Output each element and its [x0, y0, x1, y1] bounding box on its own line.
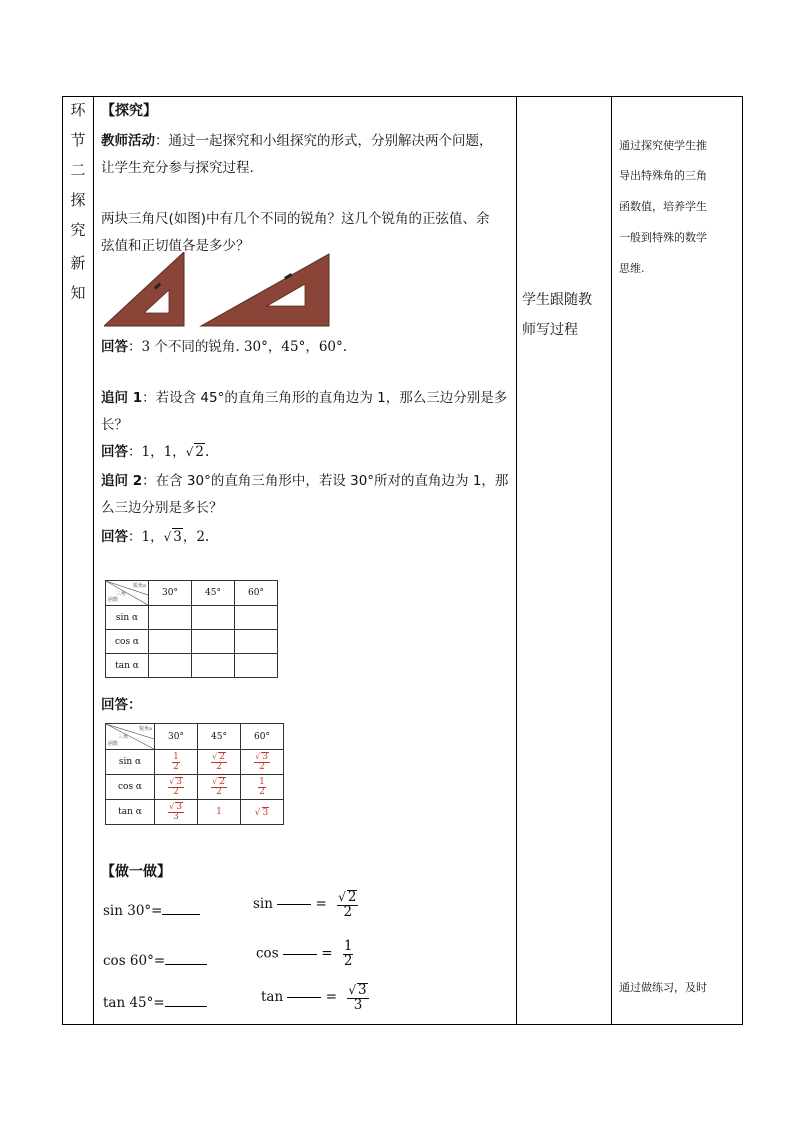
answer-label: 回答 [101, 339, 128, 355]
answer-1 [101, 335, 347, 355]
table-corner [106, 724, 155, 750]
student-column [518, 97, 610, 1024]
answer-text-suffix: ，2. [182, 529, 210, 545]
corner-label: 三角 [116, 591, 127, 597]
practice-cos-inverse: cos = $\frac{1}{2}$ [256, 938, 353, 969]
row-header: tan α [106, 654, 149, 678]
row-header: tan α [106, 800, 155, 825]
row-header: cos α [106, 630, 149, 654]
stage-char: 知 [70, 284, 86, 302]
value-cell: 1 [198, 800, 241, 825]
answer-3 [101, 525, 209, 545]
answer-blank[interactable] [287, 997, 321, 998]
explore-heading: 【探究】 [101, 103, 157, 119]
answer-text: ：1， [128, 529, 164, 545]
teacher-label: 教师活动 [101, 133, 155, 149]
answer-2: 回答：1，1，√ 2. [101, 444, 210, 460]
empty-trig-table [105, 580, 278, 678]
sqrt-radicand: 2 [195, 444, 204, 460]
followup-text: ：若设含 45°的直角三角形的直角边为 1，那么三边分别是多 [142, 390, 508, 406]
col-header: 45° [198, 724, 241, 750]
corner-label: 三角 [118, 734, 129, 740]
intent-practice-text: 通过做练习，及时 [619, 981, 707, 994]
cos-row [106, 775, 284, 800]
stage-label [63, 97, 93, 1024]
followup-2 [101, 469, 508, 489]
answer-4: 回答： [101, 697, 142, 713]
practice-tan45: tan 45°= [103, 995, 207, 1011]
value-cell: $\frac{√ 3}{2}$ [241, 750, 284, 775]
corner-label: 锐角a [133, 583, 146, 589]
practice-sin30: sin 30°= [103, 903, 200, 919]
answer-trig-table [105, 723, 284, 825]
answer-text: ：3 个不同的锐角. 30°，45°，60°. [128, 339, 348, 355]
intent-text: 一般到特殊的数学 [619, 231, 707, 244]
answer-blank[interactable] [277, 904, 311, 905]
value-cell: $\frac{1}{2}$ [241, 775, 284, 800]
teacher-activity [101, 129, 493, 149]
set-square-30 [201, 254, 329, 326]
lesson-table [62, 96, 743, 1025]
value-cell: $\frac{√ 2}{2}$ [198, 775, 241, 800]
sqrt-symbol: √ [163, 530, 172, 544]
table-corner [106, 581, 149, 606]
answer-label: 回答 [101, 697, 128, 713]
col-header: 30° [155, 724, 198, 750]
followup-text-2: 长？ [101, 417, 128, 433]
value-cell: $\frac{1}{2}$ [155, 750, 198, 775]
answer-blank[interactable] [165, 964, 207, 965]
intent-text: 函数值，培养学生 [619, 200, 707, 213]
set-square-45 [104, 252, 184, 326]
col-header: 60° [241, 724, 284, 750]
fraction: $\frac{√ 3}{3}$ [348, 982, 367, 1013]
sqrt-radicand: 3 [173, 529, 182, 545]
corner-label: 函数 [108, 597, 119, 603]
stage-char: 环 [70, 101, 86, 119]
content-column [101, 97, 511, 1024]
sin-row [106, 750, 284, 775]
practice-tan-inverse: tan = $\frac{√ 3}{3}$ [261, 982, 367, 1013]
teacher-text: ：通过一起探究和小组探究的形式，分别解决两个问题， [155, 133, 493, 149]
question-text-2: 弦值和正切值各是多少？ [101, 238, 250, 254]
corner-label: 锐角a [139, 726, 152, 732]
teacher-text-2: 让学生充分参与探究过程. [101, 160, 254, 176]
intent-column [615, 97, 737, 1024]
answer-blank[interactable] [283, 954, 317, 955]
col-header: 45° [192, 581, 235, 606]
stage-char: 节 [70, 131, 86, 149]
col-header: 60° [235, 581, 278, 606]
intent-text: 导出特殊角的三角 [619, 169, 707, 182]
row-header: cos α [106, 775, 155, 800]
stage-char: 二 [70, 161, 86, 179]
followup-1 [101, 386, 507, 406]
question-text: 两块三角尺(如图)中有几个不同的锐角？这几个锐角的正弦值、余 [101, 211, 490, 227]
followup-text-2: 么三边分别是多长？ [101, 500, 223, 516]
value-cell: $\frac{√ 2}{2}$ [198, 750, 241, 775]
value-cell: √ 3 [241, 800, 284, 825]
answer-blank[interactable] [162, 914, 200, 915]
set-squares-figure [104, 252, 514, 327]
student-text-2: 师写过程 [522, 322, 578, 338]
fraction: $\frac{√ 2}{2}$ [338, 889, 357, 920]
answer-blank[interactable] [165, 1006, 207, 1007]
col-header: 30° [149, 581, 192, 606]
row-header: sin α [106, 606, 149, 630]
value-cell: $\frac{√ 3}{3}$ [155, 800, 198, 825]
intent-text: 通过探究使学生推 [619, 139, 707, 152]
practice-sin-inverse: sin = $\frac{√ 2}{2}$ [253, 889, 357, 920]
answer-text: ：1，1， [128, 444, 186, 460]
stage-char: 探 [70, 191, 86, 209]
followup-label: 追问 1 [101, 390, 143, 406]
fraction: $\frac{1}{2}$ [343, 938, 353, 969]
practice-heading: 【做一做】 [101, 864, 171, 880]
corner-label: 函数 [108, 741, 119, 747]
value-cell: $\frac{√ 3}{2}$ [155, 775, 198, 800]
intent-text: 思维. [619, 262, 645, 275]
stage-char: 新 [70, 254, 86, 272]
followup-text: ：在含 30°的直角三角形中，若设 30°所对的直角边为 1，那 [142, 473, 509, 489]
tan-row [106, 800, 284, 825]
sqrt-symbol: √ [185, 445, 194, 459]
answer-label: 回答 [101, 529, 128, 545]
followup-label: 追问 2 [101, 473, 143, 489]
student-text: 学生跟随教 [522, 292, 592, 308]
practice-cos60: cos 60°= [103, 953, 207, 969]
column-divider [611, 97, 612, 1024]
column-divider [93, 97, 94, 1024]
column-divider [516, 97, 517, 1024]
stage-char: 究 [70, 221, 86, 239]
answer-label: 回答 [101, 444, 128, 460]
row-header: sin α [106, 750, 155, 775]
